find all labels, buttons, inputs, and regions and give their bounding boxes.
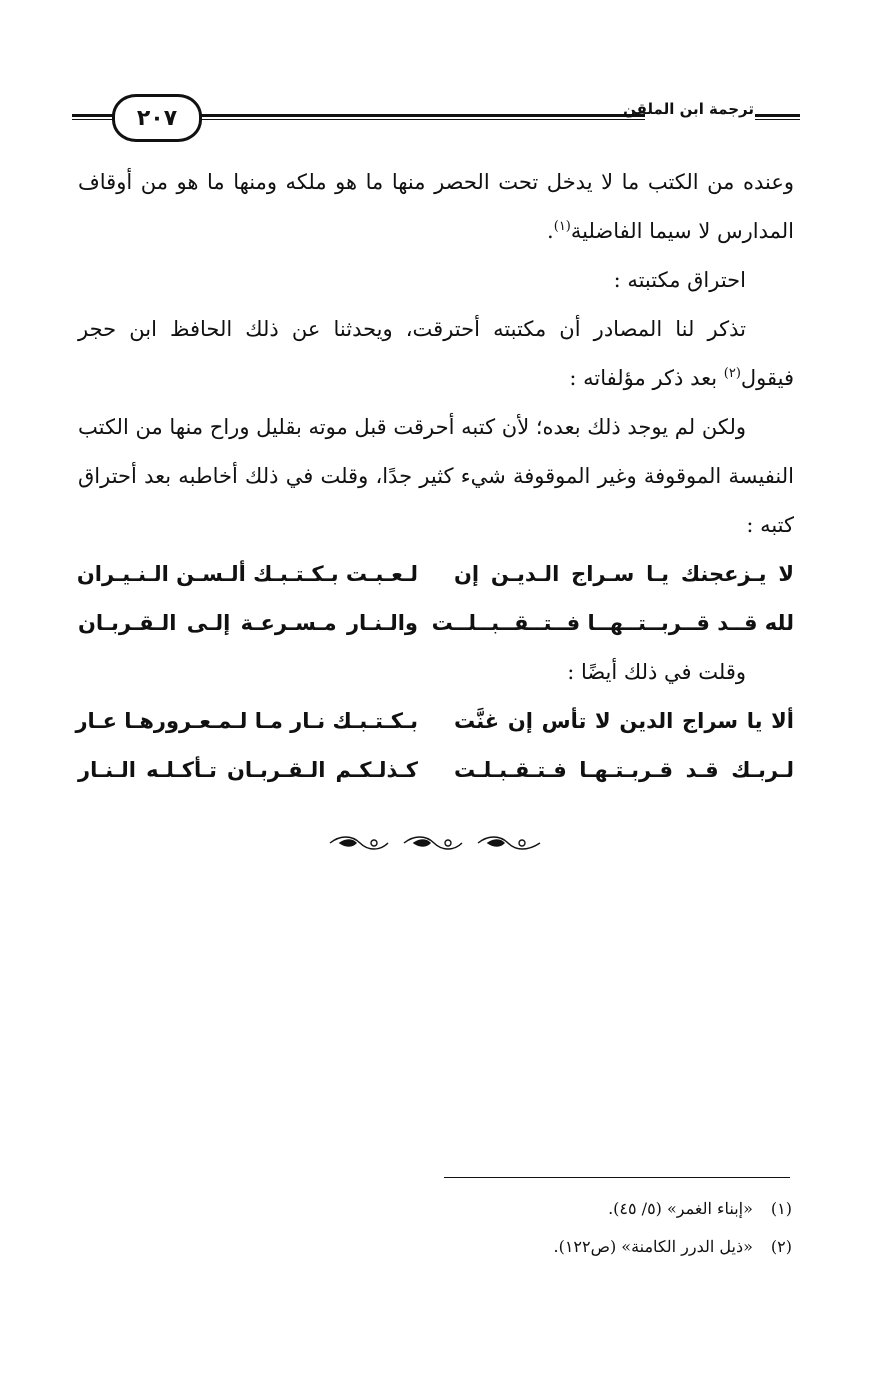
page-number: ٢٠٧ <box>136 105 178 131</box>
verse-hemistich-right: لـربـك قـد قـربـتـهـا فـتـقـبـلـت <box>454 758 794 782</box>
header-rule-middle <box>190 114 645 120</box>
header-rule-right <box>755 114 800 120</box>
footnote-number: (٢) <box>770 1237 792 1256</box>
verse-hemistich-left: بـكـتـبـك نـار مـا لـمـعـرورهـا عـار <box>75 709 418 733</box>
paragraph-text: وعنده من الكتب ما لا يدخل تحت الحصر منها ما هو ملكه ومنها ما هو من أوقاف المدارس لا سيما الفاضلية <box>78 170 794 243</box>
page-number-badge <box>112 94 202 142</box>
verse-line <box>78 746 794 795</box>
verse-line <box>75 697 794 746</box>
footnote-text: «إبناء الغمر» (٥/ ٤٥). <box>608 1199 753 1218</box>
footnote-separator <box>444 1177 790 1178</box>
verse-hemistich-right: لا يـزعجنك يـا سـراج الـديـن إن <box>454 562 794 586</box>
verse-line <box>78 550 794 599</box>
main-text <box>75 158 794 795</box>
footnote-1 <box>300 1190 792 1228</box>
verse-hemistich-left: لـعـبـت بـكـتـبـك ألـسـن الـنـيـران <box>76 562 418 586</box>
footnote-text: «ذيل الدرر الكامنة» (ص١٢٢). <box>553 1237 753 1256</box>
floral-divider-icon <box>326 832 546 854</box>
paragraph-end: . <box>547 219 554 243</box>
page-header <box>72 92 800 142</box>
footnotes <box>300 1190 792 1266</box>
footnote-number: (١) <box>770 1199 792 1218</box>
paragraph-quote: ولكن لم يوجد ذلك بعده؛ لأن كتبه أحرقت قبل موته بقليل وراح منها من الكتب النفيسة الموقوفة وغير الموقوفة شيء كثير جدًا، وقلت في ذلك أخاطبه بعد أحتراق كتبه : <box>78 415 794 537</box>
section-heading: احتراق مكتبته : <box>613 268 746 292</box>
verse-hemistich-left: والـنـار مـسـرعـة إلـى الـقـربـان <box>78 611 418 635</box>
paragraph-also: وقلت في ذلك أيضًا : <box>567 660 746 684</box>
paragraph-library-holdings <box>78 158 794 256</box>
verse-hemistich-right: ألا يا سراج الدين لا تأس إن غنَّت <box>454 709 794 733</box>
paragraph-end: بعد ذكر مؤلفاته : <box>569 366 724 390</box>
verse-hemistich-right: لله قــد قــربــتــهــا فــتــقــبــلــت <box>431 611 794 635</box>
verse-hemistich-left: كـذلـكـم الـقـربـان تـأكـلـه الـنـار <box>78 758 418 782</box>
footnote-ref-1: (١) <box>553 219 571 234</box>
running-title: ترجمة ابن الملقن <box>623 100 754 118</box>
verse-line <box>78 599 794 648</box>
footnote-2 <box>300 1228 792 1266</box>
footnote-ref-2: (٢) <box>723 366 741 381</box>
paragraph-text: تذكر لنا المصادر أن مكتبته أحترقت، ويحدثنا عن ذلك الحافظ ابن حجر فيقول <box>78 317 794 390</box>
paragraph-fire-report <box>78 305 794 403</box>
